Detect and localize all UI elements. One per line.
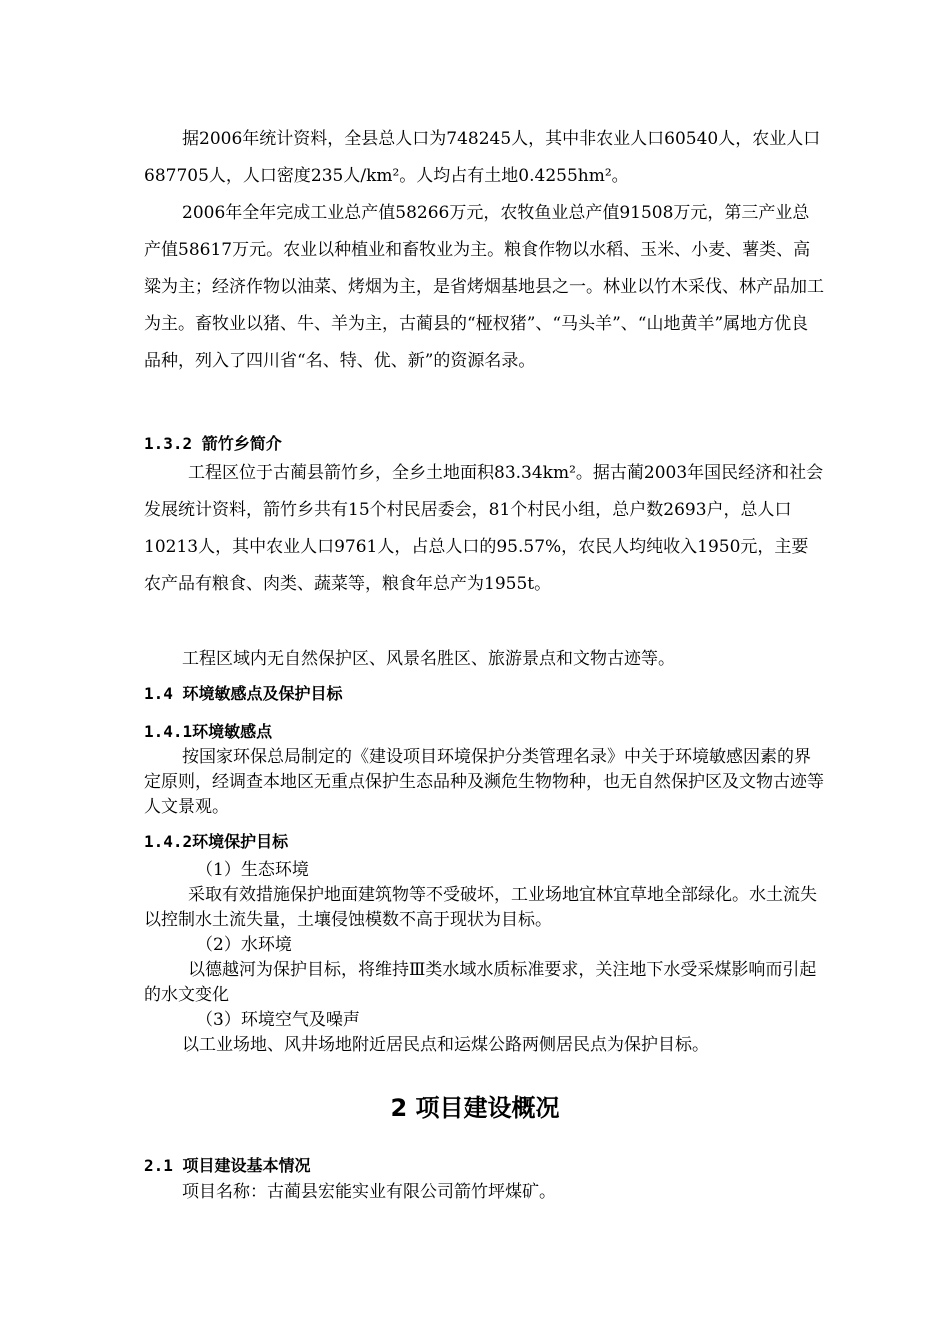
section-heading-1-4: 1.4 环境敏感点及保护目标 xyxy=(144,684,343,703)
section-heading-1-4-2: 1.4.2环境保护目标 xyxy=(144,832,289,851)
item-water-text: 以德越河为保护目标，将维持Ⅲ类水域水质标准要求，关注地下水受采煤影响而引起的水文变化 xyxy=(144,960,817,1005)
item-ecology-title: （1）生态环境 xyxy=(196,860,309,880)
section-heading-1-3-2: 1.3.2 箭竹乡简介 xyxy=(144,434,282,453)
economy-paragraph: 2006年全年完成工业总产值58266万元，农牧鱼业总产值91508万元，第三产业总产值58617万元。农业以种植业和畜牧业为主。粮食作物以水稻、玉米、小麦、薯类、高粱为主；经济作物以油菜、烤烟为主，是省烤烟基地县之一。林业以竹木采伐、林产品加工为主。畜牧业以猪、牛、羊为主，古蔺县的“桠杈猪”、“马头羊”、“山地黄羊”属地方优良品种，列入了四川省“名、特、优、新”的资源名录。 xyxy=(144,203,824,371)
item-ecology-text: 采取有效措施保护地面建筑物等不受破坏，工业场地宜林宜草地全部绿化。水土流失以控制水土流失量，土壤侵蚀模数不高于现状为目标。 xyxy=(144,885,817,930)
item-air-noise-text: 以工业场地、风井场地附近居民点和运煤公路两侧居民点为保护目标。 xyxy=(182,1035,709,1055)
item-air-noise-title: （3）环境空气及噪声 xyxy=(196,1010,360,1030)
sensitive-point-paragraph: 按国家环保总局制定的《建设项目环境保护分类管理名录》中关于环境敏感因素的界定原则，经调查本地区无重点保护生态品种及濒危生物物种，也无自然保护区及文物古迹等人文景观。 xyxy=(144,747,824,817)
population-paragraph: 据2006年统计资料，全县总人口为748245人，其中非农业人口60540人，农业人口687705人，人口密度235人/km²。人均占有土地0.4255hm²。 xyxy=(144,129,821,186)
project-name-paragraph: 项目名称：古蔺县宏能实业有限公司箭竹坪煤矿。 xyxy=(182,1182,556,1202)
item-water-title: （2）水环境 xyxy=(196,935,292,955)
jianzhu-intro-paragraph: 工程区位于古蔺县箭竹乡，全乡土地面积83.34km²。据古蔺2003年国民经济和社会发展统计资料，箭竹乡共有15个村民居委会，81个村民小组，总户数2693户，总人口10213人，其中农业人口9761人，占总人口的95.57%，农民人均纯收入1950元，主要农产品有粮食、肉类、蔬菜等，粮食年总产为1955t。 xyxy=(144,463,824,594)
chapter-heading-2: 2 项目建设概况 xyxy=(390,1094,560,1122)
section-heading-2-1: 2.1 项目建设基本情况 xyxy=(144,1156,311,1175)
section-heading-1-4-1: 1.4.1环境敏感点 xyxy=(144,722,273,741)
no-protected-area-paragraph: 工程区域内无自然保护区、风景名胜区、旅游景点和文物古迹等。 xyxy=(182,649,675,669)
